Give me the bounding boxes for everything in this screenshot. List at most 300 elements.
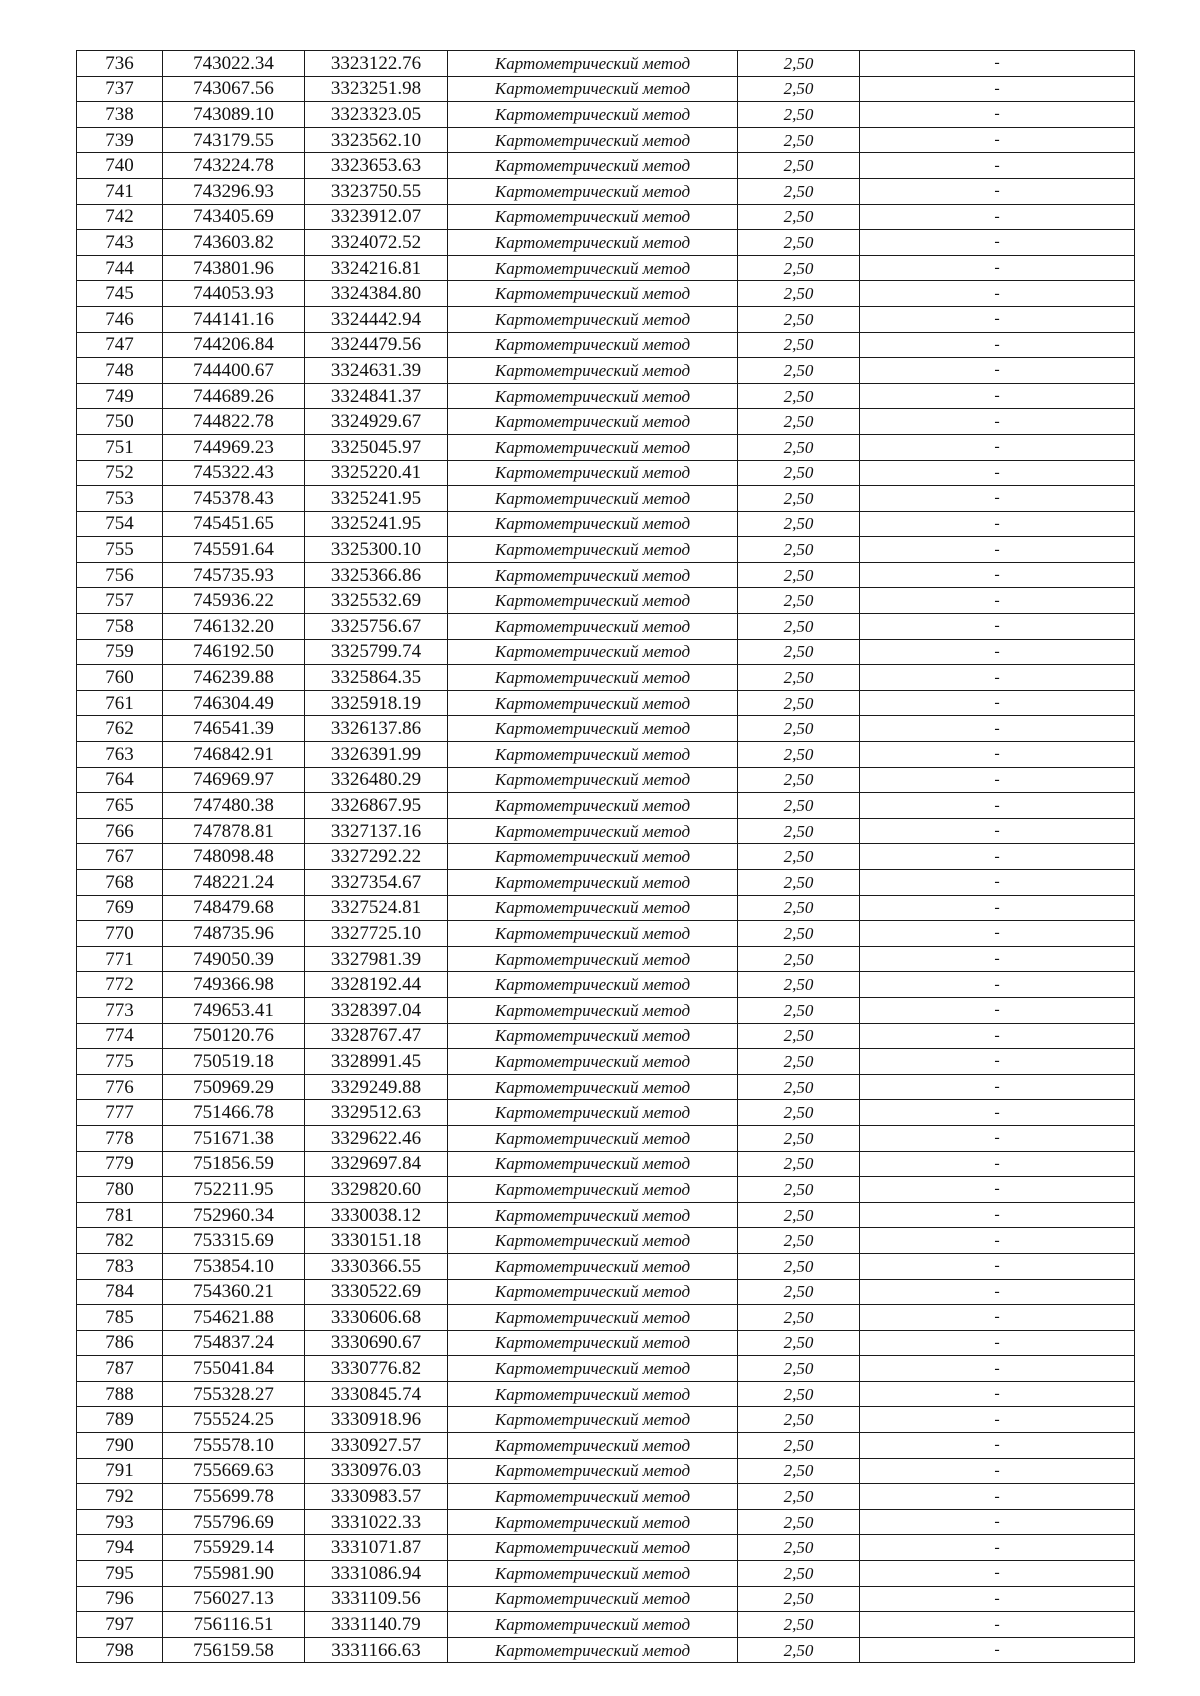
precision-cell: 2,50 xyxy=(738,767,860,793)
point-number-cell: 738 xyxy=(77,102,163,128)
coordinate-x-cell: 749050.39 xyxy=(163,946,305,972)
table-row xyxy=(77,1279,1135,1305)
note-cell: - xyxy=(860,102,1135,128)
coordinate-y-cell: 3325918.19 xyxy=(305,690,448,716)
precision-cell: 2,50 xyxy=(738,1484,860,1510)
coordinate-x-cell: 745378.43 xyxy=(163,486,305,512)
precision-cell: 2,50 xyxy=(738,1612,860,1638)
precision-cell: 2,50 xyxy=(738,230,860,256)
note-cell: - xyxy=(860,895,1135,921)
table-row xyxy=(77,562,1135,588)
note-cell: - xyxy=(860,1125,1135,1151)
point-number-cell: 773 xyxy=(77,997,163,1023)
precision-cell: 2,50 xyxy=(738,1125,860,1151)
note-cell: - xyxy=(860,153,1135,179)
precision-cell: 2,50 xyxy=(738,588,860,614)
point-number-cell: 748 xyxy=(77,358,163,384)
method-cell: Картометрический метод xyxy=(448,946,738,972)
coordinate-y-cell: 3331140.79 xyxy=(305,1612,448,1638)
point-number-cell: 745 xyxy=(77,281,163,307)
note-cell: - xyxy=(860,742,1135,768)
precision-cell: 2,50 xyxy=(738,1509,860,1535)
coordinate-y-cell: 3328192.44 xyxy=(305,972,448,998)
coordinate-y-cell: 3327354.67 xyxy=(305,870,448,896)
table-row xyxy=(77,1637,1135,1663)
note-cell: - xyxy=(860,1509,1135,1535)
note-cell: - xyxy=(860,562,1135,588)
table-row xyxy=(77,230,1135,256)
precision-cell: 2,50 xyxy=(738,332,860,358)
table-row xyxy=(77,102,1135,128)
coordinate-y-cell: 3330366.55 xyxy=(305,1253,448,1279)
coordinate-x-cell: 746304.49 xyxy=(163,690,305,716)
coordinate-x-cell: 753854.10 xyxy=(163,1253,305,1279)
point-number-cell: 767 xyxy=(77,844,163,870)
method-cell: Картометрический метод xyxy=(448,1586,738,1612)
point-number-cell: 741 xyxy=(77,178,163,204)
precision-cell: 2,50 xyxy=(738,1202,860,1228)
coordinate-x-cell: 745936.22 xyxy=(163,588,305,614)
coordinate-x-cell: 744969.23 xyxy=(163,434,305,460)
method-cell: Картометрический метод xyxy=(448,1305,738,1331)
note-cell: - xyxy=(860,1023,1135,1049)
table-row xyxy=(77,921,1135,947)
coordinate-x-cell: 743296.93 xyxy=(163,178,305,204)
coordinate-y-cell: 3331086.94 xyxy=(305,1561,448,1587)
point-number-cell: 762 xyxy=(77,716,163,742)
note-cell: - xyxy=(860,409,1135,435)
coordinate-x-cell: 753315.69 xyxy=(163,1228,305,1254)
precision-cell: 2,50 xyxy=(738,690,860,716)
method-cell: Картометрический метод xyxy=(448,1509,738,1535)
table-row xyxy=(77,434,1135,460)
method-cell: Картометрический метод xyxy=(448,486,738,512)
table-row xyxy=(77,358,1135,384)
note-cell: - xyxy=(860,486,1135,512)
method-cell: Картометрический метод xyxy=(448,1433,738,1459)
table-row xyxy=(77,1612,1135,1638)
coordinate-y-cell: 3327292.22 xyxy=(305,844,448,870)
coordinate-y-cell: 3324072.52 xyxy=(305,230,448,256)
coordinate-x-cell: 749653.41 xyxy=(163,997,305,1023)
note-cell: - xyxy=(860,178,1135,204)
point-number-cell: 769 xyxy=(77,895,163,921)
point-number-cell: 788 xyxy=(77,1381,163,1407)
point-number-cell: 749 xyxy=(77,383,163,409)
coordinate-y-cell: 3327981.39 xyxy=(305,946,448,972)
point-number-cell: 746 xyxy=(77,306,163,332)
table-row xyxy=(77,1305,1135,1331)
point-number-cell: 791 xyxy=(77,1458,163,1484)
method-cell: Картометрический метод xyxy=(448,153,738,179)
note-cell: - xyxy=(860,460,1135,486)
note-cell: - xyxy=(860,434,1135,460)
coordinate-x-cell: 744822.78 xyxy=(163,409,305,435)
table-row xyxy=(77,204,1135,230)
note-cell: - xyxy=(860,690,1135,716)
precision-cell: 2,50 xyxy=(738,1074,860,1100)
coordinate-x-cell: 748479.68 xyxy=(163,895,305,921)
table-row xyxy=(77,127,1135,153)
coordinate-y-cell: 3328767.47 xyxy=(305,1023,448,1049)
precision-cell: 2,50 xyxy=(738,51,860,77)
point-number-cell: 751 xyxy=(77,434,163,460)
coordinate-y-cell: 3330927.57 xyxy=(305,1433,448,1459)
note-cell: - xyxy=(860,1612,1135,1638)
note-cell: - xyxy=(860,716,1135,742)
coordinate-x-cell: 745322.43 xyxy=(163,460,305,486)
point-number-cell: 756 xyxy=(77,562,163,588)
coordinate-y-cell: 3329249.88 xyxy=(305,1074,448,1100)
table-row xyxy=(77,383,1135,409)
coordinate-y-cell: 3325241.95 xyxy=(305,486,448,512)
note-cell: - xyxy=(860,639,1135,665)
method-cell: Картометрический метод xyxy=(448,562,738,588)
precision-cell: 2,50 xyxy=(738,358,860,384)
note-cell: - xyxy=(860,1151,1135,1177)
method-cell: Картометрический метод xyxy=(448,102,738,128)
method-cell: Картометрический метод xyxy=(448,818,738,844)
precision-cell: 2,50 xyxy=(738,946,860,972)
point-number-cell: 771 xyxy=(77,946,163,972)
method-cell: Картометрический метод xyxy=(448,972,738,998)
coordinate-x-cell: 746541.39 xyxy=(163,716,305,742)
coordinate-y-cell: 3325220.41 xyxy=(305,460,448,486)
coordinate-y-cell: 3330151.18 xyxy=(305,1228,448,1254)
table-row xyxy=(77,1253,1135,1279)
precision-cell: 2,50 xyxy=(738,153,860,179)
note-cell: - xyxy=(860,281,1135,307)
method-cell: Картометрический метод xyxy=(448,204,738,230)
coordinate-x-cell: 747878.81 xyxy=(163,818,305,844)
note-cell: - xyxy=(860,921,1135,947)
method-cell: Картометрический метод xyxy=(448,1177,738,1203)
coordinate-x-cell: 746969.97 xyxy=(163,767,305,793)
table-row xyxy=(77,153,1135,179)
coordinate-x-cell: 756116.51 xyxy=(163,1612,305,1638)
precision-cell: 2,50 xyxy=(738,844,860,870)
point-number-cell: 782 xyxy=(77,1228,163,1254)
point-number-cell: 770 xyxy=(77,921,163,947)
precision-cell: 2,50 xyxy=(738,921,860,947)
point-number-cell: 778 xyxy=(77,1125,163,1151)
method-cell: Картометрический метод xyxy=(448,434,738,460)
point-number-cell: 743 xyxy=(77,230,163,256)
note-cell: - xyxy=(860,1253,1135,1279)
precision-cell: 2,50 xyxy=(738,1407,860,1433)
coordinate-x-cell: 751856.59 xyxy=(163,1151,305,1177)
coordinate-x-cell: 755699.78 xyxy=(163,1484,305,1510)
coordinates-table-body xyxy=(77,51,1135,1663)
method-cell: Картометрический метод xyxy=(448,1484,738,1510)
point-number-cell: 755 xyxy=(77,537,163,563)
coordinate-y-cell: 3324631.39 xyxy=(305,358,448,384)
note-cell: - xyxy=(860,665,1135,691)
note-cell: - xyxy=(860,127,1135,153)
table-row xyxy=(77,844,1135,870)
table-row xyxy=(77,946,1135,972)
point-number-cell: 780 xyxy=(77,1177,163,1203)
precision-cell: 2,50 xyxy=(738,1177,860,1203)
precision-cell: 2,50 xyxy=(738,511,860,537)
coordinate-x-cell: 746842.91 xyxy=(163,742,305,768)
method-cell: Картометрический метод xyxy=(448,1151,738,1177)
coordinate-y-cell: 3329820.60 xyxy=(305,1177,448,1203)
note-cell: - xyxy=(860,946,1135,972)
coordinate-y-cell: 3327725.10 xyxy=(305,921,448,947)
point-number-cell: 772 xyxy=(77,972,163,998)
table-row xyxy=(77,716,1135,742)
coordinate-x-cell: 744689.26 xyxy=(163,383,305,409)
point-number-cell: 789 xyxy=(77,1407,163,1433)
coordinate-x-cell: 743603.82 xyxy=(163,230,305,256)
coordinate-x-cell: 751466.78 xyxy=(163,1100,305,1126)
point-number-cell: 764 xyxy=(77,767,163,793)
note-cell: - xyxy=(860,230,1135,256)
precision-cell: 2,50 xyxy=(738,486,860,512)
point-number-cell: 761 xyxy=(77,690,163,716)
method-cell: Картометрический метод xyxy=(448,588,738,614)
table-row xyxy=(77,895,1135,921)
note-cell: - xyxy=(860,997,1135,1023)
note-cell: - xyxy=(860,76,1135,102)
method-cell: Картометрический метод xyxy=(448,1228,738,1254)
table-row xyxy=(77,178,1135,204)
table-row xyxy=(77,665,1135,691)
precision-cell: 2,50 xyxy=(738,1228,860,1254)
coordinate-y-cell: 3325045.97 xyxy=(305,434,448,460)
point-number-cell: 742 xyxy=(77,204,163,230)
precision-cell: 2,50 xyxy=(738,306,860,332)
table-row xyxy=(77,1381,1135,1407)
coordinate-x-cell: 743801.96 xyxy=(163,255,305,281)
table-row xyxy=(77,1586,1135,1612)
note-cell: - xyxy=(860,1356,1135,1382)
method-cell: Картометрический метод xyxy=(448,537,738,563)
precision-cell: 2,50 xyxy=(738,178,860,204)
coordinate-x-cell: 750969.29 xyxy=(163,1074,305,1100)
point-number-cell: 754 xyxy=(77,511,163,537)
coordinate-y-cell: 3329622.46 xyxy=(305,1125,448,1151)
table-row xyxy=(77,1023,1135,1049)
precision-cell: 2,50 xyxy=(738,1458,860,1484)
coordinate-y-cell: 3327524.81 xyxy=(305,895,448,921)
coordinate-y-cell: 3329697.84 xyxy=(305,1151,448,1177)
note-cell: - xyxy=(860,1228,1135,1254)
precision-cell: 2,50 xyxy=(738,281,860,307)
note-cell: - xyxy=(860,1407,1135,1433)
coordinate-y-cell: 3330918.96 xyxy=(305,1407,448,1433)
point-number-cell: 759 xyxy=(77,639,163,665)
note-cell: - xyxy=(860,1074,1135,1100)
method-cell: Картометрический метод xyxy=(448,306,738,332)
coordinate-y-cell: 3323122.76 xyxy=(305,51,448,77)
coordinate-x-cell: 743405.69 xyxy=(163,204,305,230)
coordinate-y-cell: 3329512.63 xyxy=(305,1100,448,1126)
method-cell: Картометрический метод xyxy=(448,1612,738,1638)
table-row xyxy=(77,1458,1135,1484)
table-row xyxy=(77,1049,1135,1075)
table-row xyxy=(77,76,1135,102)
table-row xyxy=(77,1433,1135,1459)
point-number-cell: 798 xyxy=(77,1637,163,1663)
method-cell: Картометрический метод xyxy=(448,383,738,409)
table-row xyxy=(77,767,1135,793)
method-cell: Картометрический метод xyxy=(448,1202,738,1228)
note-cell: - xyxy=(860,1586,1135,1612)
coordinate-y-cell: 3331109.56 xyxy=(305,1586,448,1612)
coordinate-y-cell: 3325864.35 xyxy=(305,665,448,691)
point-number-cell: 768 xyxy=(77,870,163,896)
method-cell: Картометрический метод xyxy=(448,358,738,384)
coordinate-y-cell: 3330606.68 xyxy=(305,1305,448,1331)
note-cell: - xyxy=(860,204,1135,230)
method-cell: Картометрический метод xyxy=(448,895,738,921)
note-cell: - xyxy=(860,1305,1135,1331)
table-row xyxy=(77,1509,1135,1535)
note-cell: - xyxy=(860,844,1135,870)
coordinate-y-cell: 3324479.56 xyxy=(305,332,448,358)
coordinate-y-cell: 3326137.86 xyxy=(305,716,448,742)
precision-cell: 2,50 xyxy=(738,1433,860,1459)
coordinate-y-cell: 3330845.74 xyxy=(305,1381,448,1407)
note-cell: - xyxy=(860,358,1135,384)
coordinate-y-cell: 3327137.16 xyxy=(305,818,448,844)
note-cell: - xyxy=(860,818,1135,844)
coordinate-y-cell: 3330983.57 xyxy=(305,1484,448,1510)
point-number-cell: 747 xyxy=(77,332,163,358)
table-row xyxy=(77,306,1135,332)
coordinate-x-cell: 744053.93 xyxy=(163,281,305,307)
note-cell: - xyxy=(860,537,1135,563)
table-row xyxy=(77,1177,1135,1203)
table-row xyxy=(77,537,1135,563)
method-cell: Картометрический метод xyxy=(448,1458,738,1484)
point-number-cell: 736 xyxy=(77,51,163,77)
coordinate-x-cell: 750120.76 xyxy=(163,1023,305,1049)
method-cell: Картометрический метод xyxy=(448,639,738,665)
coordinate-y-cell: 3330690.67 xyxy=(305,1330,448,1356)
table-row xyxy=(77,255,1135,281)
coordinate-y-cell: 3330976.03 xyxy=(305,1458,448,1484)
precision-cell: 2,50 xyxy=(738,818,860,844)
method-cell: Картометрический метод xyxy=(448,793,738,819)
precision-cell: 2,50 xyxy=(738,562,860,588)
precision-cell: 2,50 xyxy=(738,383,860,409)
coordinate-y-cell: 3323912.07 xyxy=(305,204,448,230)
precision-cell: 2,50 xyxy=(738,742,860,768)
coordinate-x-cell: 745591.64 xyxy=(163,537,305,563)
point-number-cell: 784 xyxy=(77,1279,163,1305)
precision-cell: 2,50 xyxy=(738,102,860,128)
precision-cell: 2,50 xyxy=(738,1330,860,1356)
table-row xyxy=(77,793,1135,819)
coordinate-y-cell: 3330522.69 xyxy=(305,1279,448,1305)
coordinate-x-cell: 743067.56 xyxy=(163,76,305,102)
coordinate-y-cell: 3324442.94 xyxy=(305,306,448,332)
table-row xyxy=(77,1356,1135,1382)
point-number-cell: 775 xyxy=(77,1049,163,1075)
point-number-cell: 739 xyxy=(77,127,163,153)
coordinate-y-cell: 3323653.63 xyxy=(305,153,448,179)
note-cell: - xyxy=(860,332,1135,358)
method-cell: Картометрический метод xyxy=(448,716,738,742)
method-cell: Картометрический метод xyxy=(448,255,738,281)
precision-cell: 2,50 xyxy=(738,716,860,742)
precision-cell: 2,50 xyxy=(738,255,860,281)
coordinate-y-cell: 3325300.10 xyxy=(305,537,448,563)
coordinate-y-cell: 3324384.80 xyxy=(305,281,448,307)
note-cell: - xyxy=(860,972,1135,998)
method-cell: Картометрический метод xyxy=(448,1125,738,1151)
note-cell: - xyxy=(860,1381,1135,1407)
table-row xyxy=(77,409,1135,435)
coordinate-y-cell: 3324841.37 xyxy=(305,383,448,409)
precision-cell: 2,50 xyxy=(738,127,860,153)
method-cell: Картометрический метод xyxy=(448,1356,738,1382)
method-cell: Картометрический метод xyxy=(448,690,738,716)
method-cell: Картометрический метод xyxy=(448,870,738,896)
method-cell: Картометрический метод xyxy=(448,844,738,870)
coordinate-y-cell: 3326480.29 xyxy=(305,767,448,793)
point-number-cell: 785 xyxy=(77,1305,163,1331)
coordinate-x-cell: 748735.96 xyxy=(163,921,305,947)
coordinate-y-cell: 3325241.95 xyxy=(305,511,448,537)
precision-cell: 2,50 xyxy=(738,1356,860,1382)
method-cell: Картометрический метод xyxy=(448,1535,738,1561)
coordinate-x-cell: 755929.14 xyxy=(163,1535,305,1561)
method-cell: Картометрический метод xyxy=(448,178,738,204)
table-row xyxy=(77,1151,1135,1177)
method-cell: Картометрический метод xyxy=(448,1023,738,1049)
note-cell: - xyxy=(860,767,1135,793)
table-row xyxy=(77,51,1135,77)
precision-cell: 2,50 xyxy=(738,76,860,102)
precision-cell: 2,50 xyxy=(738,1279,860,1305)
precision-cell: 2,50 xyxy=(738,1305,860,1331)
coordinate-y-cell: 3324929.67 xyxy=(305,409,448,435)
table-row xyxy=(77,1535,1135,1561)
method-cell: Картометрический метод xyxy=(448,409,738,435)
note-cell: - xyxy=(860,306,1135,332)
precision-cell: 2,50 xyxy=(738,1100,860,1126)
method-cell: Картометрический метод xyxy=(448,1381,738,1407)
coordinates-table xyxy=(76,50,1135,1663)
note-cell: - xyxy=(860,614,1135,640)
table-row xyxy=(77,486,1135,512)
precision-cell: 2,50 xyxy=(738,434,860,460)
point-number-cell: 740 xyxy=(77,153,163,179)
point-number-cell: 765 xyxy=(77,793,163,819)
table-row xyxy=(77,972,1135,998)
precision-cell: 2,50 xyxy=(738,1561,860,1587)
table-row xyxy=(77,281,1135,307)
precision-cell: 2,50 xyxy=(738,1253,860,1279)
coordinate-y-cell: 3330776.82 xyxy=(305,1356,448,1382)
point-number-cell: 750 xyxy=(77,409,163,435)
note-cell: - xyxy=(860,793,1135,819)
coordinate-x-cell: 743179.55 xyxy=(163,127,305,153)
coordinate-y-cell: 3331166.63 xyxy=(305,1637,448,1663)
point-number-cell: 760 xyxy=(77,665,163,691)
coordinate-x-cell: 754621.88 xyxy=(163,1305,305,1331)
coordinate-x-cell: 746132.20 xyxy=(163,614,305,640)
note-cell: - xyxy=(860,1458,1135,1484)
precision-cell: 2,50 xyxy=(738,1049,860,1075)
coordinate-x-cell: 756159.58 xyxy=(163,1637,305,1663)
point-number-cell: 752 xyxy=(77,460,163,486)
coordinate-x-cell: 755041.84 xyxy=(163,1356,305,1382)
